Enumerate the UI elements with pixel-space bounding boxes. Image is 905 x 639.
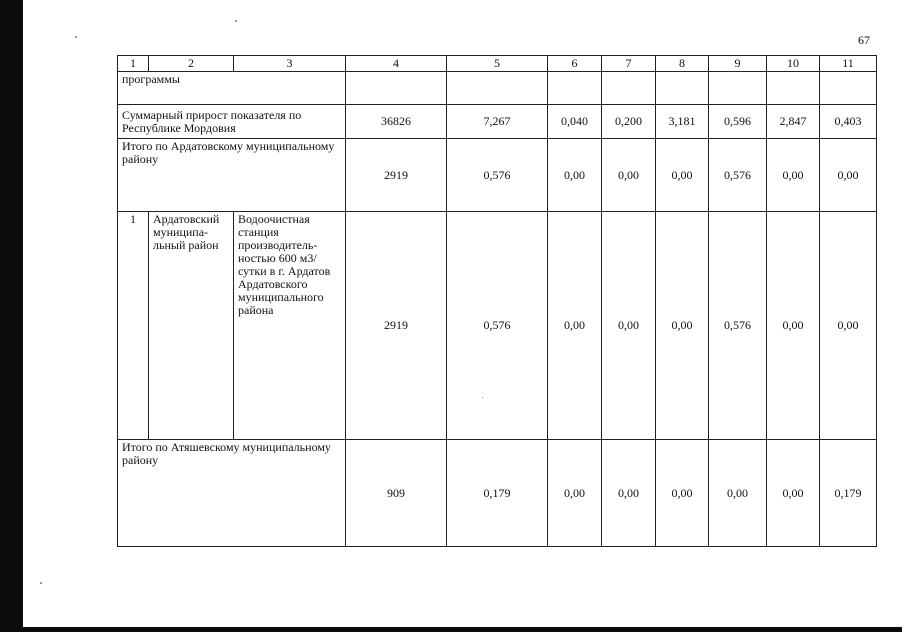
- table-cell: 0,403: [820, 105, 877, 139]
- table-cell: 0,00: [656, 440, 709, 547]
- table-cell: [767, 72, 820, 105]
- table-cell: 3,181: [656, 105, 709, 139]
- row-number: 1: [118, 212, 149, 440]
- table-cell: 0,00: [820, 139, 877, 212]
- table-cell: 0,00: [548, 139, 602, 212]
- table-cell: 0,00: [767, 139, 820, 212]
- column-header: 11: [820, 56, 877, 72]
- table-row: [118, 105, 877, 139]
- table-cell: 7,267: [447, 105, 548, 139]
- column-header: 7: [602, 56, 656, 72]
- table-cell: 36826: [346, 105, 447, 139]
- table-cell: 909: [346, 440, 447, 547]
- column-header: 3: [234, 56, 346, 72]
- table-cell: 0,00: [602, 212, 656, 440]
- district-name: Ардатовский муниципа-льный район: [149, 212, 234, 440]
- table-cell: 0,576: [709, 139, 767, 212]
- table-cell: [656, 72, 709, 105]
- table-cell: 2919: [346, 212, 447, 440]
- table-cell: 0,576: [447, 212, 548, 440]
- table-cell: [346, 72, 447, 105]
- table-cell: [602, 72, 656, 105]
- table-cell: [548, 72, 602, 105]
- column-header: 4: [346, 56, 447, 72]
- column-header: 5: [447, 56, 548, 72]
- column-header: 8: [656, 56, 709, 72]
- table-cell: 0,00: [548, 212, 602, 440]
- table-cell: 0,200: [602, 105, 656, 139]
- row-label: Итого по Атяшевскому муниципальному району: [118, 440, 346, 547]
- data-table: [117, 55, 877, 547]
- table-cell: 0,00: [548, 440, 602, 547]
- table-cell: 0,00: [767, 212, 820, 440]
- table-cell: 0,00: [602, 440, 656, 547]
- object-name: Водоочистная станция производитель-ностью 600 м3/сутки в г. Ардатов Ардатовского муниципального района: [234, 212, 346, 440]
- table-cell: 0,00: [709, 440, 767, 547]
- table-row: [118, 440, 877, 547]
- table-cell: 0,040: [548, 105, 602, 139]
- row-label: программы: [118, 72, 346, 105]
- table-cell: 0,179: [820, 440, 877, 547]
- table-cell: 2919: [346, 139, 447, 212]
- scan-edge-left: [0, 0, 23, 630]
- table-cell: 0,596: [709, 105, 767, 139]
- table-row: [118, 72, 877, 105]
- table-cell: [709, 72, 767, 105]
- column-header: 2: [149, 56, 234, 72]
- row-label: Суммарный прирост показателя по Республике Мордовия: [118, 105, 346, 139]
- table-cell: 0,00: [656, 212, 709, 440]
- scan-edge-bottom: [0, 627, 902, 632]
- column-header: 6: [548, 56, 602, 72]
- table-cell: 0,00: [602, 139, 656, 212]
- table-cell: 2,847: [767, 105, 820, 139]
- table-cell: 0,00: [820, 212, 877, 440]
- table-cell: [820, 72, 877, 105]
- scan-speck: [75, 36, 77, 38]
- column-header: 1: [118, 56, 149, 72]
- column-header: 10: [767, 56, 820, 72]
- table-cell: [447, 72, 548, 105]
- row-label: Итого по Ардатовскому муниципальному району: [118, 139, 346, 212]
- table-cell: 0,576: [447, 139, 548, 212]
- table-cell: 0,179: [447, 440, 548, 547]
- table-row: [118, 139, 877, 212]
- column-number-row: [118, 56, 877, 72]
- table-cell: 0,00: [656, 139, 709, 212]
- column-header: 9: [709, 56, 767, 72]
- scan-speck: [235, 20, 237, 22]
- table-cell: 0,576: [709, 212, 767, 440]
- scan-speck: [40, 582, 42, 584]
- table-cell: 0,00: [767, 440, 820, 547]
- page-number: 67: [858, 33, 870, 47]
- table-row: [118, 212, 877, 440]
